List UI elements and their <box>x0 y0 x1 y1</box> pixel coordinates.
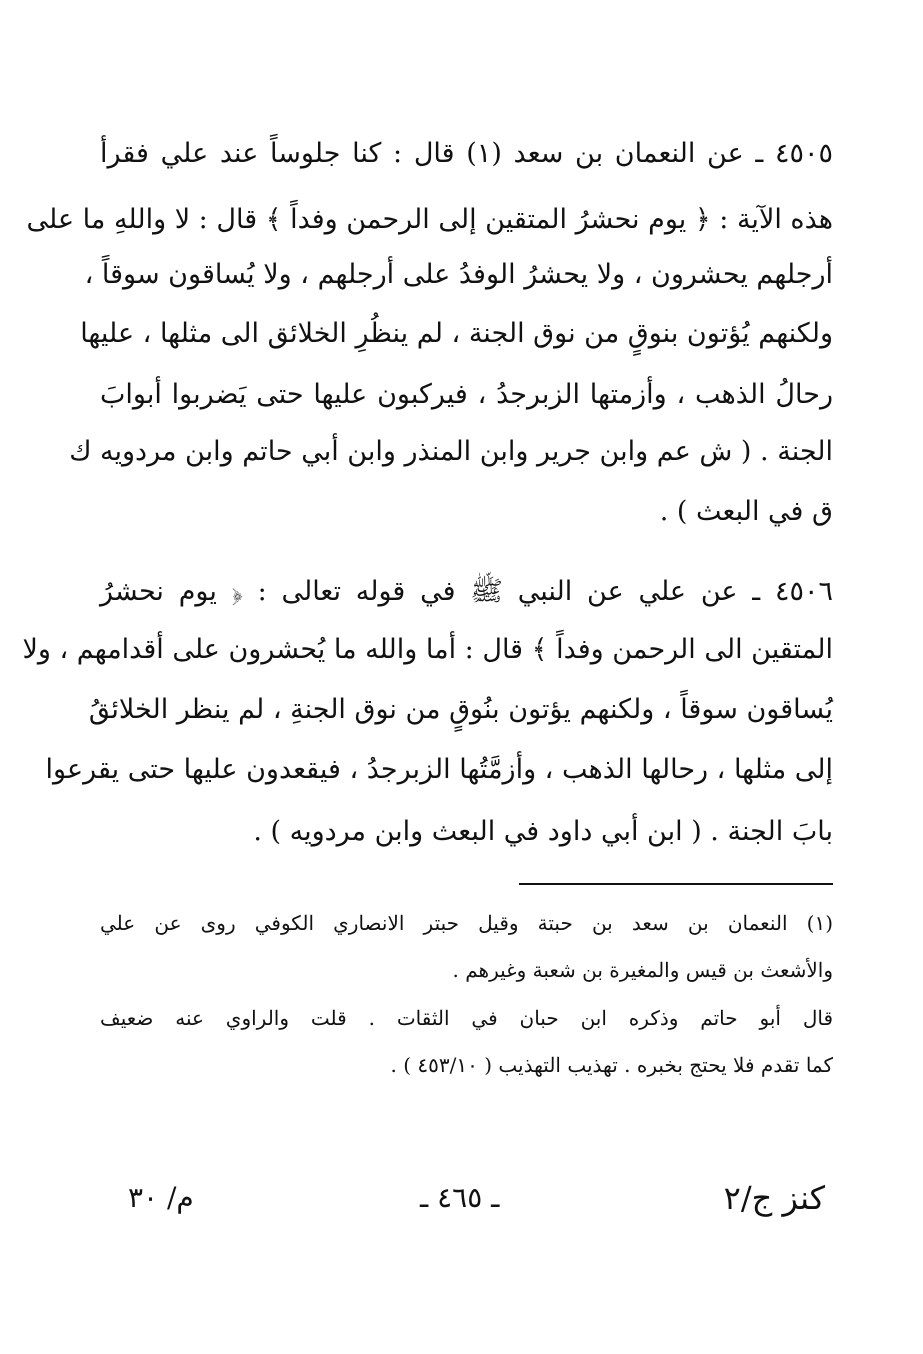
text-line: الجنة . ( ش عم وابن جرير وابن المنذر وابن أبي حاتم وابن مردويه ك <box>69 436 833 467</box>
footnote-line: كما تقدم فلا يحتج بخبره . تهذيب التهذيب ( ٤٥٣/١٠ ) . <box>390 1053 833 1077</box>
text-line: ولكنهم يُؤتون بنوقٍ من نوق الجنة ، لم ينظُرِ الخلائق الى مثلها ، عليها <box>80 318 833 349</box>
text-line: المتقين الى الرحمن وفداً ﴾ قال : أما والله ما يُحشرون على أقدامهم ، ولا <box>22 634 833 665</box>
text-line: ٤٥٠٥ ـ عن النعمان بن سعد (١) قال : كنا جلوساً عند علي فقرأ <box>100 138 834 169</box>
footnote-divider <box>519 883 833 885</box>
signature-marker: م/ ٣٠ <box>128 1181 194 1214</box>
volume-marker: كنز ج/٢ <box>723 1179 825 1217</box>
text-line: ق في البعث ) . <box>659 496 833 527</box>
footnote-line: قال أبو حاتم وذكره ابن حبان في الثقات . قلت والراوي عنه ضعيف <box>100 1006 833 1030</box>
footnote-line: (١) النعمان بن سعد بن حبتة وقيل حبتر الانصاري الكوفي روى عن علي <box>100 911 833 935</box>
text-line: يُساقون سوقاً ، ولكنهم يؤتون بنُوقٍ من نوق الجنةِ ، لم ينظر الخلائقُ <box>88 694 833 725</box>
text-line: إلى مثلها ، رحالها الذهب ، وأزمَّتُها الزبرجدُ ، فيقعدون عليها حتى يقرعوا <box>45 754 833 785</box>
text-line: هذه الآية : ﴿ يوم نحشرُ المتقين إلى الرحمن وفداً ﴾ قال : لا واللهِ ما على <box>26 204 833 235</box>
footnote-line: والأشعث بن قيس والمغيرة بن شعبة وغيرهم . <box>452 958 833 982</box>
text-line: أرجلهم يحشرون ، ولا يحشرُ الوفدُ على أرجلهم ، ولا يُساقون سوقاً ، <box>84 259 833 290</box>
text-line: ٤٥٠٦ ـ عن علي عن النبي ﷺ في قوله تعالى : ﴿ يوم نحشرُ <box>100 576 833 607</box>
page-number: ـ ٤٦٥ ـ <box>420 1181 500 1214</box>
text-line: بابَ الجنة . ( ابن أبي داود في البعث وابن مردويه ) . <box>253 816 833 847</box>
text-line: رحالُ الذهب ، وأزمتها الزبرجدُ ، فيركبون عليها حتى يَضربوا أبوابَ <box>100 379 833 410</box>
